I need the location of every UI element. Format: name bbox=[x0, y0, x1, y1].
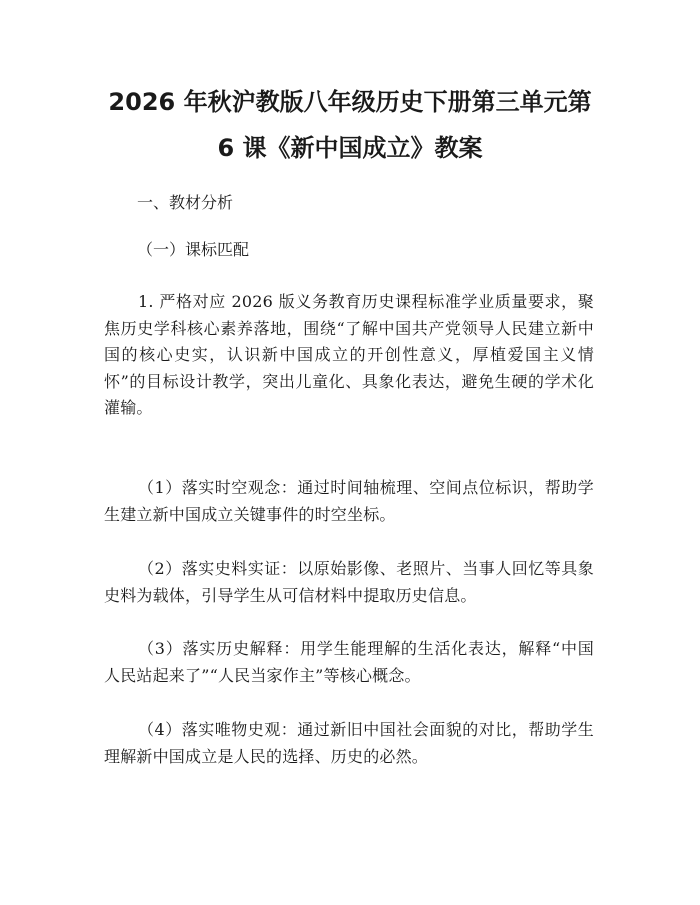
document-title-line-2: 6 课《新中国成立》教案 bbox=[217, 134, 483, 162]
paragraph-historical-materialism: （4）落实唯物史观：通过新旧中国社会面貌的对比，帮助学生理解新中国成立是人民的选择、历史的必然。 bbox=[104, 720, 594, 766]
subsection-heading-curriculum-match: （一）课标匹配 bbox=[137, 240, 250, 259]
document-title-line-1: 2026 年秋沪教版八年级历史下册第三单元第 bbox=[108, 88, 592, 116]
paragraph-spacetime-concept: （1）落实时空观念：通过时间轴梳理、空间点位标识，帮助学生建立新中国成立关键事件的时空坐标。 bbox=[104, 478, 594, 524]
paragraph-historical-interpretation: （3）落实历史解释：用学生能理解的生活化表达，解释“中国人民站起来了”“人民当家作主”等核心概念。 bbox=[104, 639, 594, 685]
paragraph-historical-evidence: （2）落实史料实证：以原始影像、老照片、当事人回忆等具象史料为载体，引导学生从可信材料中提取历史信息。 bbox=[104, 559, 594, 605]
section-heading-textbook-analysis: 一、教材分析 bbox=[137, 193, 234, 212]
paragraph-curriculum-requirement: 1. 严格对应 2026 版义务教育历史课程标准学业质量要求，聚焦历史学科核心素养落地，围绕“了解中国共产党领导人民建立新中国的核心史实，认识新中国成立的开创性意义，厚植爱国主义情怀”的目标设计教学，突出儿童化、具象化表达，避免生硬的学术化灌输。 bbox=[104, 292, 594, 417]
